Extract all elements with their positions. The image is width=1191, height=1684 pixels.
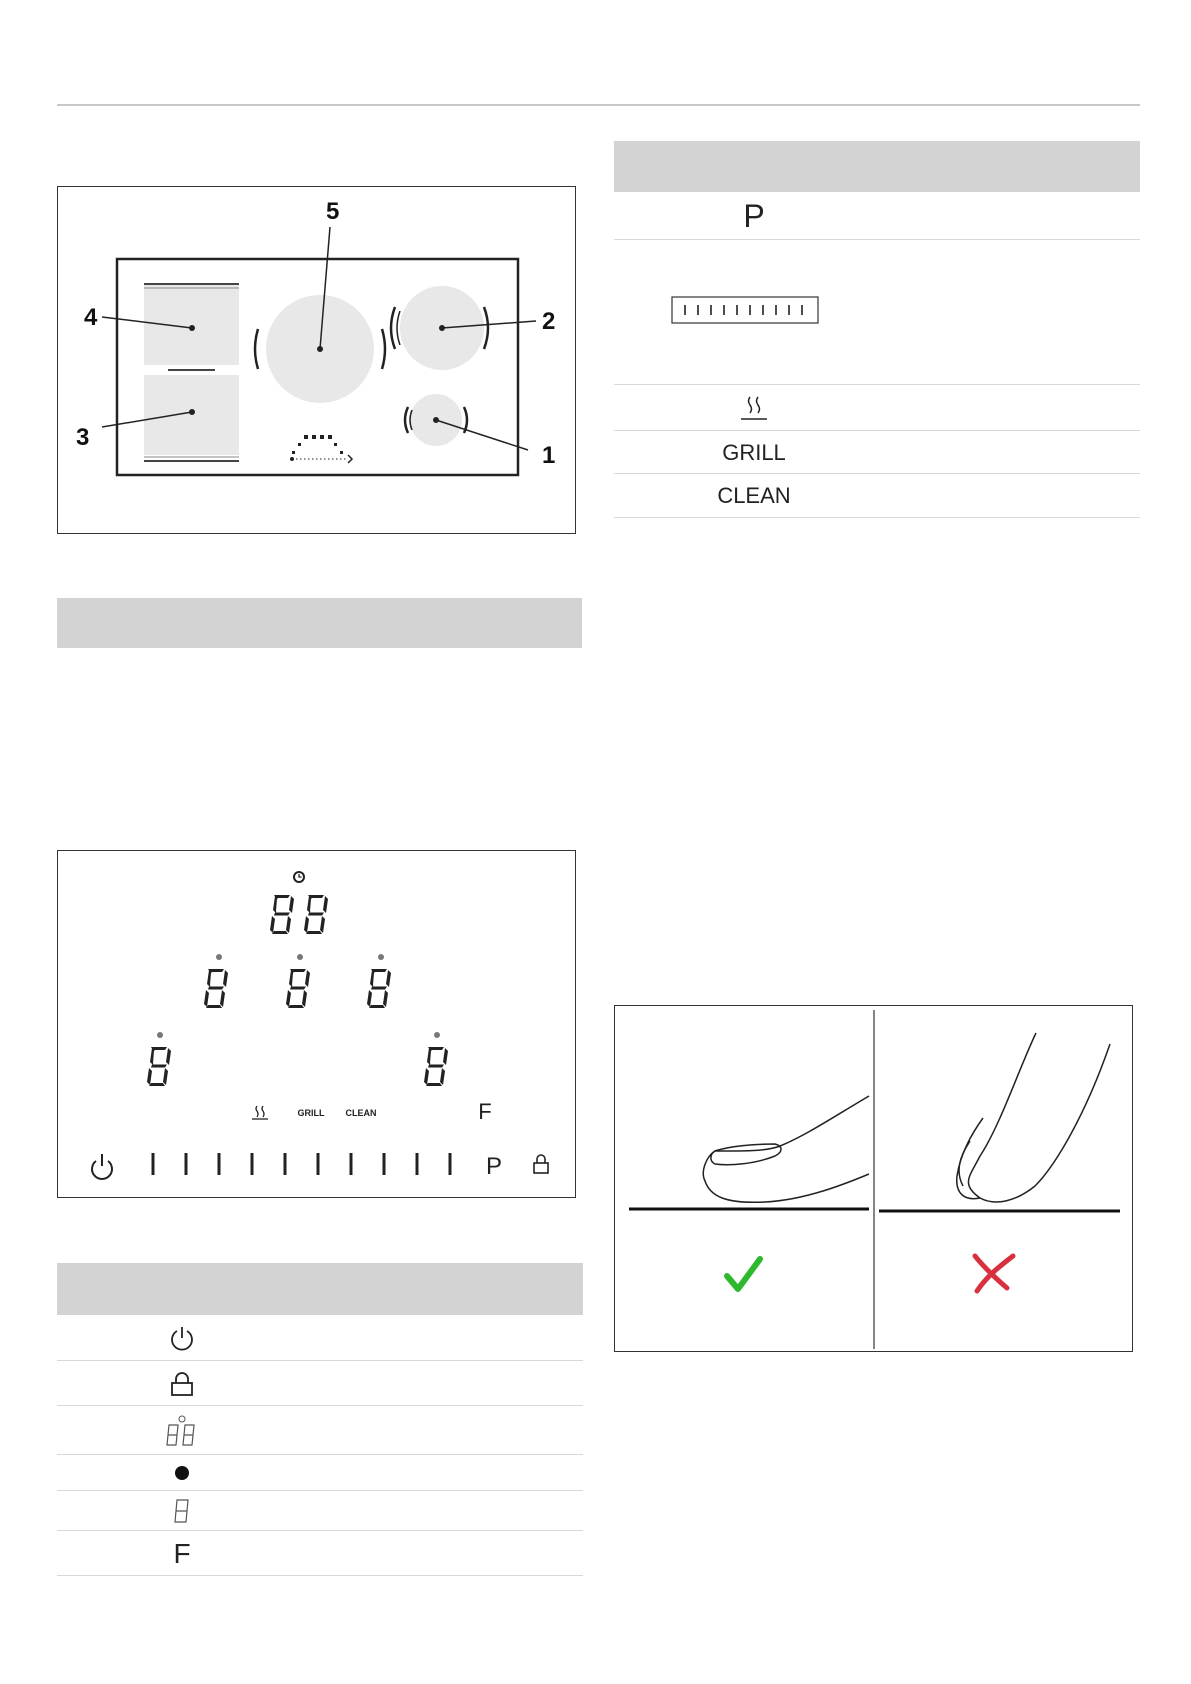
keep-warm-icon — [252, 1106, 268, 1119]
f-label: F — [478, 1099, 492, 1124]
keep-warm-icon — [729, 385, 779, 431]
table-right-row-grill — [614, 431, 1140, 474]
zone-display-5 — [424, 1047, 448, 1086]
zone-5-arc-right — [382, 329, 385, 369]
grill-label: GRILL — [297, 1108, 325, 1118]
zone-1-arc-left — [405, 407, 408, 433]
zone-display-1 — [204, 969, 228, 1008]
touch-technique-svg — [615, 1006, 1134, 1353]
callout-4: 4 — [84, 304, 98, 331]
callout-1: 1 — [542, 442, 556, 469]
table-right-row-slider — [614, 240, 1140, 385]
p-label: P — [485, 1153, 503, 1180]
clean-label: CLEAN — [717, 483, 791, 508]
upright-finger-drawing — [957, 1033, 1110, 1202]
hob-diagram — [57, 186, 576, 534]
callout-5: 5 — [326, 198, 340, 225]
power-icon — [157, 1315, 207, 1361]
digit-display-icon — [157, 1491, 207, 1531]
timer-digit-1 — [270, 895, 294, 934]
page-top-rule — [57, 104, 1140, 106]
p-glyph: P — [743, 197, 765, 234]
zone-2-arc-right — [484, 307, 488, 349]
callout-2: 2 — [542, 308, 556, 335]
control-panel-diagram — [57, 850, 576, 1198]
table-left-row-f — [57, 1531, 583, 1576]
checkmark-icon — [727, 1259, 760, 1289]
clean-label: CLEAN — [345, 1108, 377, 1118]
zone-dot-5 — [434, 1032, 440, 1038]
lock-icon — [157, 1361, 207, 1406]
slider-scale-icon — [671, 296, 819, 324]
timer-clock-icon — [294, 872, 304, 882]
table-right-row-p — [614, 192, 1140, 240]
dot-indicator-icon — [157, 1455, 207, 1491]
hob-diagram-svg — [58, 187, 577, 535]
table-left-row-lock — [57, 1361, 583, 1406]
zone-2-arc-left-inner — [397, 311, 400, 345]
zone-3 — [144, 375, 239, 455]
table-right-header — [614, 141, 1140, 192]
control-strip-symbol — [290, 435, 343, 461]
zone-dot-1 — [216, 954, 222, 960]
zone-display-3 — [367, 969, 391, 1008]
table-left-header — [57, 1263, 583, 1315]
flat-finger-drawing — [703, 1096, 869, 1202]
control-panel-svg — [58, 851, 577, 1199]
table-left-row-dot — [57, 1455, 583, 1491]
cross-icon — [975, 1256, 1013, 1291]
table-left-row-power — [57, 1315, 583, 1361]
zone-4 — [144, 285, 239, 365]
lock-icon — [534, 1155, 548, 1173]
table-right-row-clean — [614, 474, 1140, 518]
grill-label: GRILL — [722, 439, 786, 465]
zone-5-arc-left — [255, 329, 258, 369]
slider-bars — [153, 1153, 450, 1175]
table-right-row-keepwarm — [614, 385, 1140, 431]
zone-2-arc-left — [391, 307, 395, 349]
power-icon — [92, 1154, 112, 1179]
table-left-row-timer — [57, 1406, 583, 1455]
zone-dot-3 — [378, 954, 384, 960]
f-glyph: F — [173, 1537, 191, 1569]
zone-display-2 — [286, 969, 310, 1008]
callout-3: 3 — [76, 424, 90, 451]
timer-digit-2 — [304, 895, 328, 934]
zone-dot-2 — [297, 954, 303, 960]
touch-technique-diagram — [614, 1005, 1133, 1352]
table-left-row-digit — [57, 1491, 583, 1531]
zone-dot-4 — [157, 1032, 163, 1038]
section-header-left — [57, 598, 582, 648]
timer-display-icon — [157, 1406, 207, 1455]
zone-display-4 — [147, 1047, 171, 1086]
